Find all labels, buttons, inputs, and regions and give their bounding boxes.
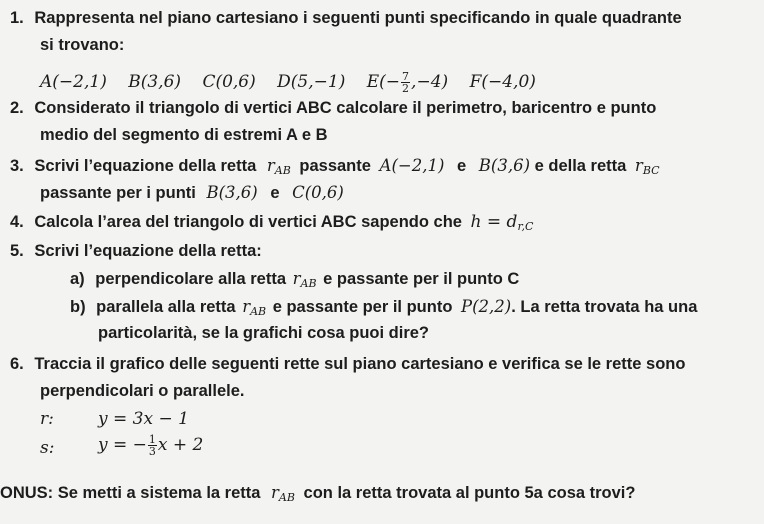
item-1-line-1: [10, 9, 682, 28]
item-5b-line-2: particolarità, se la grafichi cosa puoi dire?: [98, 324, 430, 342]
item-3-line-1: 3. Scrivi l’equazione della retta $r_{AB}$ passante A(−2,1) e B(3,6) e della retta $r_{BC}$: [10, 156, 660, 177]
point-a: A(−2,1): [40, 72, 107, 92]
item-5a-line: a) perpendicolare alla retta $r_{AB}$ e passante per il punto C: [70, 269, 520, 290]
point-d: D(5,−1): [277, 72, 346, 92]
item-6-line-2: perpendicolari o parallele.: [40, 382, 245, 400]
point-c: C(0,6): [202, 72, 256, 92]
point-f: F(−4,0): [469, 72, 536, 92]
item-3-number: 3.: [10, 157, 24, 175]
item-1-text: Rappresenta nel piano cartesiano i seguenti punti specificando in quale quadrante: [34, 9, 682, 27]
item-5b-line-1: b) parallela alla retta $r_{AB}$ e passante per il punto P(2,2). La retta trovata ha una: [70, 297, 698, 318]
item-6-line-1: 6. Traccia il grafico delle seguenti rette sul piano cartesiano e verifica se le rette sono: [10, 355, 686, 373]
point-b: B(3,6): [128, 72, 182, 92]
points-list: [40, 71, 552, 94]
item-2-line-2: medio del segmento di estremi A e B: [40, 126, 328, 144]
line-s-equation: s: y = − $\frac{1}{3}$ x + 2: [40, 433, 204, 458]
item-2-number: 2.: [10, 99, 24, 117]
item-6-number: 6.: [10, 355, 24, 373]
item-5-line: 5. Scrivi l’equazione della retta:: [10, 242, 262, 260]
item-3-line-2: passante per i punti B(3,6) e C(0,6): [40, 183, 344, 202]
item-1-number: 1.: [10, 9, 24, 27]
item-2-line-1: [10, 99, 656, 118]
bonus-line: ONUS: Se metti a sistema la retta $r_{AB}$ con la retta trovata al punto 5a cosa trovi?: [0, 483, 636, 504]
item-2-text: Considerato il triangolo di vertici ABC calcolare il perimetro, baricentro e punto: [34, 99, 657, 117]
item-4-line: 4. Calcola l’area del triangolo di vertici ABC sapendo che $h = d_{r,C}$: [10, 212, 534, 233]
line-r-equation: r: y = 3x − 1: [40, 409, 189, 429]
item-1-line-2: si trovano:: [40, 36, 125, 54]
item-4-number: 4.: [10, 213, 24, 231]
item-5-number: 5.: [10, 242, 24, 260]
point-e: E(− $\frac{7}{2}$ ,−4): [366, 70, 449, 95]
